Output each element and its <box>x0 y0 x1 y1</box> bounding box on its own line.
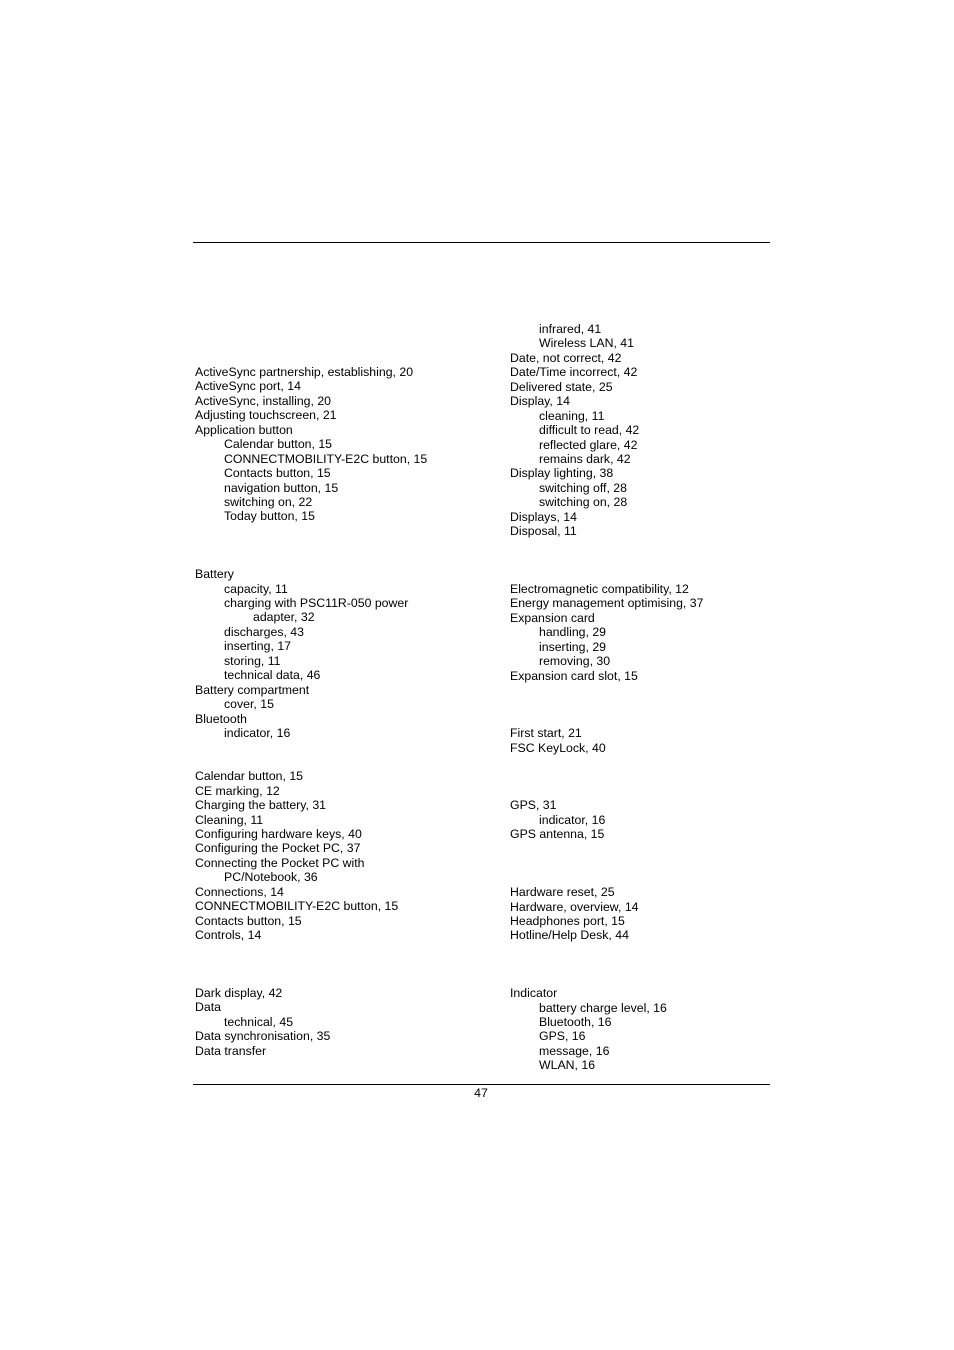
index-subentry: Contacts button, 15 <box>224 466 331 481</box>
index-entry: Charging the battery, 31 <box>195 798 327 813</box>
index-spacer <box>195 957 495 971</box>
index-spacer <box>510 755 810 769</box>
index-subentry: adapter, 32 <box>253 610 315 625</box>
index-subentry: infrared, 41 <box>539 322 602 336</box>
index-spacer <box>510 553 810 567</box>
index-spacer <box>510 957 810 971</box>
index-entry: Date/Time incorrect, 42 <box>510 365 638 380</box>
index-entry: GPS antenna, 15 <box>510 827 605 842</box>
index-subentry: message, 16 <box>539 1043 610 1058</box>
index-entry: Dark display, 42 <box>195 985 283 1000</box>
index-entry: Battery compartment <box>195 682 310 697</box>
index-subentry: PC/Notebook, 36 <box>224 870 318 885</box>
index-spacer <box>510 683 810 697</box>
index-subentry: inserting, 17 <box>224 639 291 654</box>
index-subentry: handling, 29 <box>539 625 607 640</box>
index-entry: CE marking, 12 <box>195 783 280 798</box>
index-subentry: storing, 11 <box>224 653 281 668</box>
index-spacer <box>195 943 495 957</box>
index-spacer <box>510 697 810 711</box>
index-spacer <box>510 842 810 856</box>
index-entry: Battery <box>195 567 234 582</box>
index-entry: Data <box>195 1000 221 1015</box>
index-subentry: technical, 45 <box>224 1014 294 1029</box>
index-column-left <box>195 365 495 1058</box>
index-subentry: switching on, 22 <box>224 494 313 509</box>
index-entry: Electromagnetic compatibility, 12 <box>510 581 689 596</box>
index-subentry: remains dark, 42 <box>539 451 631 466</box>
index-entry: Displays, 14 <box>510 509 577 524</box>
index-subentry: indicator, 16 <box>539 812 606 827</box>
index-entry: Connections, 14 <box>195 884 284 899</box>
index-entry: Adjusting touchscreen, 21 <box>195 408 337 423</box>
index-spacer <box>510 943 810 957</box>
index-entry: ActiveSync partnership, establishing, 20 <box>195 365 414 379</box>
index-spacer <box>510 770 810 784</box>
index-subentry: difficult to read, 42 <box>539 423 640 438</box>
index-entry: Hardware, overview, 14 <box>510 899 639 914</box>
index-entry: Date, not correct, 42 <box>510 350 622 365</box>
index-entry: Energy management optimising, 37 <box>510 596 704 611</box>
index-entry: Calendar button, 15 <box>195 769 304 784</box>
index-entry: Bluetooth <box>195 711 247 726</box>
index-entry: Indicator <box>510 986 558 1001</box>
index-entry: Connecting the Pocket PC with <box>195 855 365 870</box>
index-entry: Configuring the Pocket PC, 37 <box>195 841 361 856</box>
index-spacer <box>195 538 495 552</box>
index-entry: ActiveSync port, 14 <box>195 379 301 394</box>
index-entry: Hardware reset, 25 <box>510 885 615 900</box>
index-entry: Contacts button, 15 <box>195 913 302 928</box>
index-subentry: battery charge level, 16 <box>539 1000 667 1015</box>
index-entry: FSC KeyLock, 40 <box>510 740 606 755</box>
index-subentry: removing, 30 <box>539 654 611 669</box>
index-spacer <box>510 539 810 553</box>
index-spacer <box>510 972 810 986</box>
index-spacer <box>195 755 495 769</box>
index-entry: CONNECTMOBILITY-E2C button, 15 <box>195 899 399 914</box>
index-subentry: cleaning, 11 <box>539 408 605 423</box>
index-subentry: navigation button, 15 <box>224 480 339 495</box>
index-entry: Display lighting, 38 <box>510 466 614 481</box>
index-subentry: GPS, 16 <box>539 1029 586 1044</box>
index-entry: Delivered state, 25 <box>510 379 613 394</box>
index-spacer <box>195 553 495 567</box>
index-subentry: capacity, 11 <box>224 581 288 596</box>
index-entry: Expansion card <box>510 610 595 625</box>
index-spacer <box>510 856 810 870</box>
index-spacer <box>510 567 810 581</box>
index-entry: Display, 14 <box>510 394 570 409</box>
footer-rule <box>193 1084 770 1085</box>
index-subentry: WLAN, 16 <box>539 1058 596 1073</box>
index-subentry: Bluetooth, 16 <box>539 1015 612 1029</box>
index-subentry: technical data, 46 <box>224 668 321 683</box>
index-entry: Cleaning, 11 <box>195 812 264 827</box>
index-entry: Hotline/Help Desk, 44 <box>510 928 629 943</box>
index-subentry: switching on, 28 <box>539 495 628 510</box>
page-number: 47 <box>474 1086 488 1100</box>
index-entry: Headphones port, 15 <box>510 913 625 928</box>
index-entry: Data synchronisation, 35 <box>195 1029 331 1044</box>
index-spacer <box>510 784 810 798</box>
index-subentry: switching off, 28 <box>539 480 627 495</box>
index-entry: Disposal, 11 <box>510 524 577 539</box>
index-entry: GPS, 31 <box>510 798 557 813</box>
index-spacer <box>510 871 810 885</box>
index-subentry: discharges, 43 <box>224 624 304 639</box>
index-entry: Expansion card slot, 15 <box>510 668 638 683</box>
index-spacer <box>510 712 810 726</box>
index-entry: Data transfer <box>195 1043 267 1058</box>
index-subentry: inserting, 29 <box>539 639 606 654</box>
index-subentry: charging with PSC11R-050 power <box>224 596 409 610</box>
index-entry: Controls, 14 <box>195 928 262 943</box>
header-rule <box>193 242 770 243</box>
index-column-right <box>510 322 810 1073</box>
index-spacer <box>195 740 495 754</box>
index-subentry: indicator, 16 <box>224 725 291 740</box>
index-entry: ActiveSync, installing, 20 <box>195 393 332 408</box>
index-subentry: Calendar button, 15 <box>224 437 333 452</box>
index-subentry: reflected glare, 42 <box>539 437 638 452</box>
index-subentry: CONNECTMOBILITY-E2C button, 15 <box>224 451 428 466</box>
index-subentry: cover, 15 <box>224 697 274 712</box>
index-entry: Application button <box>195 422 293 437</box>
index-subentry: Today button, 15 <box>224 509 315 524</box>
index-entry: Configuring hardware keys, 40 <box>195 827 362 841</box>
index-spacer <box>195 524 495 538</box>
index-spacer <box>195 971 495 985</box>
index-entry: First start, 21 <box>510 726 582 741</box>
index-subentry: Wireless LAN, 41 <box>539 336 634 351</box>
